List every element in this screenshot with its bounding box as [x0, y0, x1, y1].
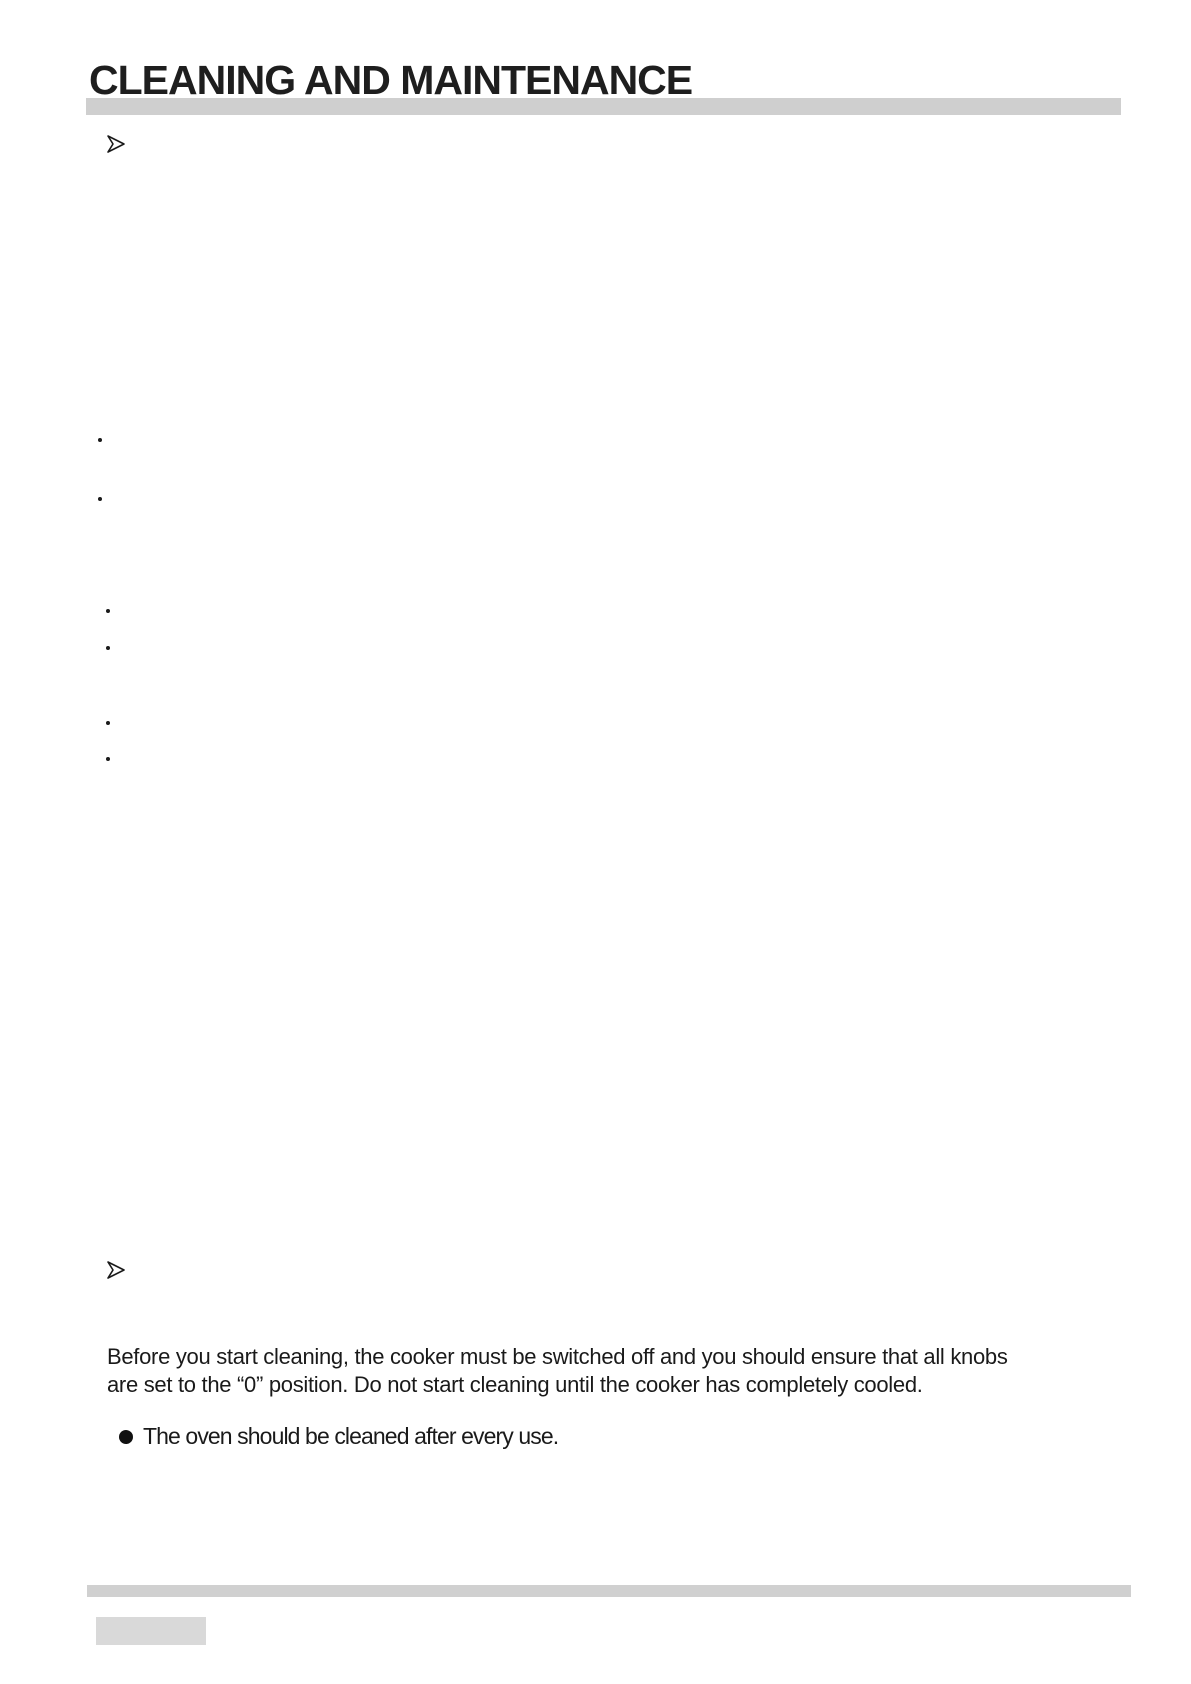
small-bullet-icon — [98, 438, 102, 442]
footer-bar — [87, 1585, 1131, 1597]
list-item — [119, 1423, 558, 1450]
arrow-marker-icon — [106, 1260, 126, 1280]
small-bullet-icon — [106, 757, 110, 761]
intro-paragraph — [107, 1343, 1137, 1399]
small-bullet-icon — [106, 646, 110, 650]
intro-line: are set to the “0” position. Do not start cleaning until the cooker has completely cooled. — [107, 1372, 923, 1397]
page-title: CLEANING AND MAINTENANCE — [89, 57, 693, 103]
small-bullet-icon — [98, 497, 102, 501]
list-item-text: The oven should be cleaned after every use. — [143, 1423, 559, 1449]
intro-line: Before you start cleaning, the cooker must be switched off and you should ensure that all knobs — [107, 1344, 1008, 1369]
small-bullet-icon — [106, 721, 110, 725]
small-bullet-icon — [106, 609, 110, 613]
page-number-box — [96, 1617, 206, 1645]
filled-circle-bullet-icon — [119, 1430, 133, 1444]
arrow-marker-icon — [106, 134, 126, 154]
